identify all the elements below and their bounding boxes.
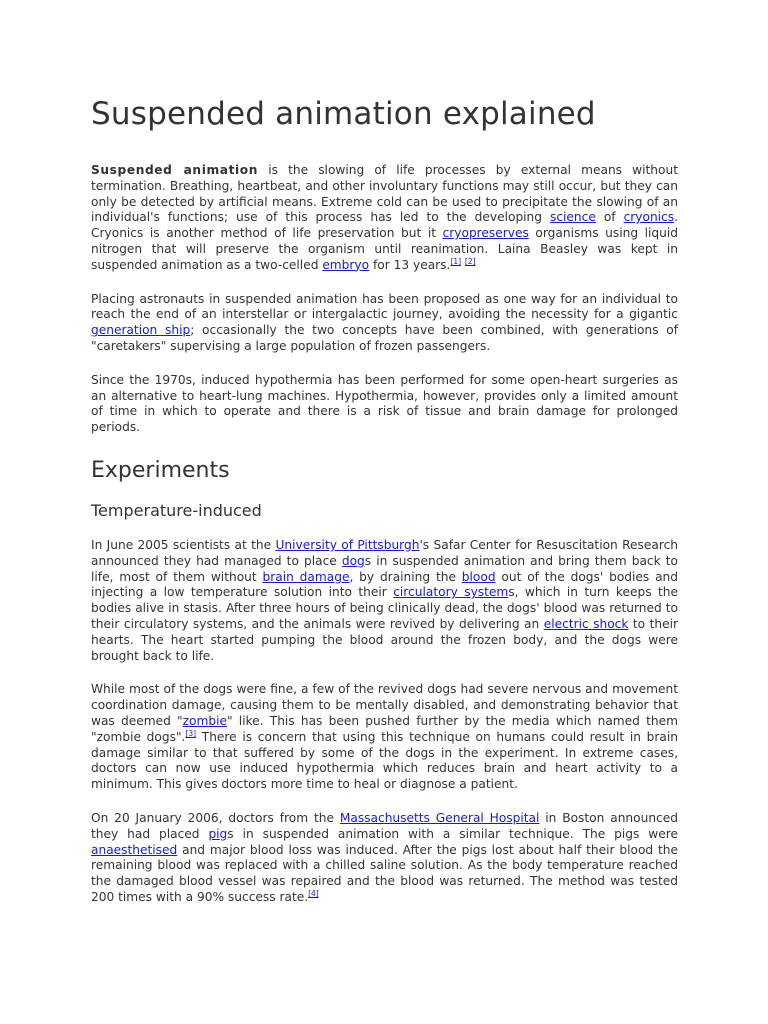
link-cryopreserves[interactable]: cryopreserves (442, 226, 529, 241)
section-heading-experiments: Experiments (91, 457, 230, 483)
reference-4[interactable]: [4] (308, 888, 319, 898)
reference-1[interactable]: [1] (450, 256, 462, 266)
link-circulatory-system[interactable]: circulatory system (393, 585, 509, 600)
reference-2[interactable]: [2] (464, 256, 476, 266)
link-pigs[interactable]: pig (208, 826, 228, 841)
paragraph-pittsburgh-dogs: In June 2005 scientists at the University of Pittsburgh's Safar Center for Resuscitation Research announced they had managed to place dogs in suspended animation and bring them back to life, most of them without brain damage, by draining the blood out of the dogs' bodies and injecting a low temperature solution into their circulatory systems, which in turn keeps the bodies alive in stasis. After three hours of being clinically dead, the dogs' blood was returned to their circulatory systems, and the animals were revived by delivering an electric shock to their hearts. The heart started pumping the blood around the frozen body, and the dogs were brought back to life. (91, 537, 679, 663)
link-cryonics[interactable]: cryonics (623, 210, 675, 225)
subsection-heading-temperature: Temperature-induced (91, 500, 262, 520)
link-science[interactable]: science (550, 210, 596, 225)
link-electric-shock[interactable]: electric shock (543, 616, 629, 631)
link-massachusetts-general-hospital[interactable]: Massachusetts General Hospital (339, 810, 540, 825)
reference-3[interactable]: [3] (185, 728, 197, 738)
lead-term: Suspended animation (91, 163, 259, 177)
paragraph-hypothermia: Since the 1970s, induced hypothermia has been performed for some open-heart surgeries as an alternative to heart-lung machines. Hypothermia, however, provides only a limited amount of time in which to operate and there is a risk of tissue and brain damage for prolonged periods. (91, 372, 678, 435)
link-university-of-pittsburgh[interactable]: University of Pittsburgh (275, 537, 420, 552)
paragraph-pigs: On 20 January 2006, doctors from the Massachusetts General Hospital in Boston announced they had placed pigs in suspended animation with a similar technique. The pigs were anaesthetised and major blood loss was induced. After the pigs lost about half their blood the remaining blood was replaced with a chilled saline solution. As the body temperature reached the damaged blood vessel was repaired and the blood was returned. The method was tested 200 times with a 90% success rate.[4] (91, 810, 678, 904)
link-generation-ship[interactable]: generation ship (91, 323, 191, 338)
paragraph-zombie-dogs: While most of the dogs were fine, a few of the revived dogs had severe nervous and movement coordination damage, causing them to be mentally disabled, and demonstrating behavior that was deemed "zombie" like. This has been pushed further by the media which named them "zombie dogs".[3] There is concern that using this technique on humans could result in brain damage similar to that suffered by some of the dogs in the experiment. In extreme cases, doctors can now use induced hypothermia which reduces brain and heart activity to a minimum. This gives doctors more time to heal or diagnose a patient. (91, 682, 678, 792)
link-embryo[interactable]: embryo (322, 257, 370, 272)
paragraph-astronauts: Placing astronauts in suspended animation has been proposed as one way for an individual to reach the end of an interstellar or intergalactic journey, avoiding the necessity for a gigantic generation ship; occasionally the two concepts have been combined, with generations of "caretakers" supervising a large population of frozen passengers. (91, 291, 678, 353)
link-zombie[interactable]: zombie (182, 713, 227, 728)
link-brain-damage[interactable]: brain damage (262, 569, 350, 584)
link-blood[interactable]: blood (461, 569, 496, 584)
intro-paragraph: Suspended animation is the slowing of life processes by external means without termination. Breathing, heartbeat, and other involuntary functions may still occur, but they can only be detected by artificial means. Extreme cold can be used to precipitate the slowing of an individual's functions; use of this process has led to the developing science of cryonics. Cryonics is another method of life preservation but it cryopreserves organisms using liquid nitrogen that will preserve the organism until reanimation. Laina Beasley was kept in suspended animation as a two-celled embryo for 13 years.[1] [2] (91, 163, 678, 272)
article-body (91, 88, 678, 924)
link-anaesthetised[interactable]: anaesthetised (91, 842, 178, 857)
page-title: Suspended animation explained (91, 96, 596, 132)
link-dogs[interactable]: dog (341, 553, 365, 568)
